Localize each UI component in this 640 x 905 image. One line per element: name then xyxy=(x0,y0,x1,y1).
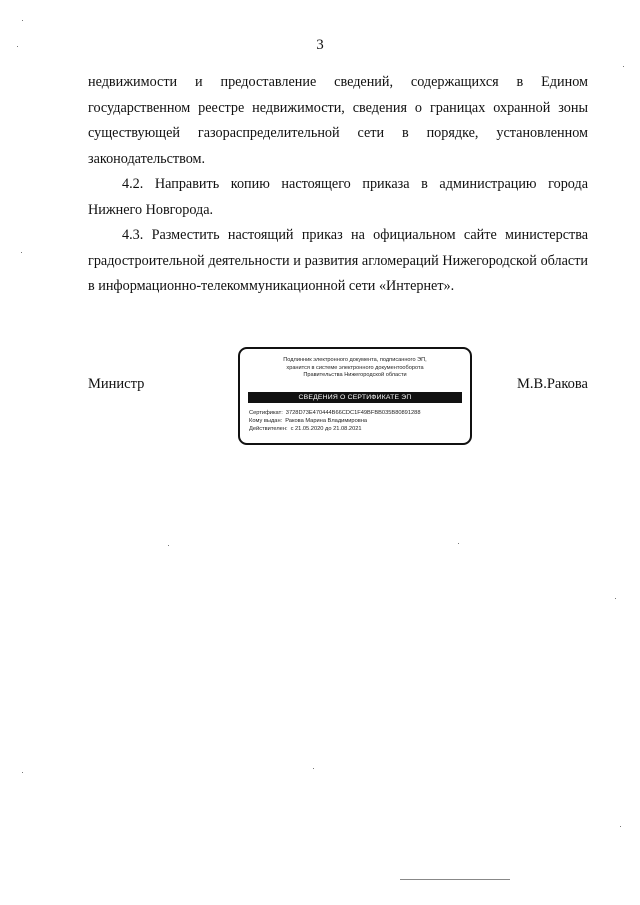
scan-speck xyxy=(620,826,621,827)
signatory-position: Министр xyxy=(88,376,145,392)
scan-speck xyxy=(22,20,23,21)
stamp-certificate-row xyxy=(249,409,464,417)
paragraph-4-3: 4.3. Разместить настоящий приказ на официальном сайте министерства градостроительной деятельности и развития агломераций Нижегородской области в информационно-телекоммуникационной сети «Интернет». xyxy=(88,227,588,294)
scan-speck xyxy=(623,66,624,67)
stamp-header-line: Подлинник электронного документа, подписанного ЭП, xyxy=(283,357,427,363)
page-number: 3 xyxy=(316,37,324,53)
scan-edge-line xyxy=(400,879,510,880)
paragraph-4-2: 4.2. Направить копию настоящего приказа в администрацию города Нижнего Новгорода. xyxy=(88,176,588,218)
scan-speck xyxy=(22,772,23,773)
certificate-value: 3728D73E470444B66CDC1F49BFBB035B80891288 xyxy=(285,410,421,416)
certificate-label: Сертификат: xyxy=(249,410,283,416)
signatory-name: М.В.Ракова xyxy=(517,376,588,392)
electronic-signature-stamp xyxy=(238,347,472,445)
stamp-header-line: Правительства Нижегородской области xyxy=(303,372,407,379)
scan-speck xyxy=(17,46,18,47)
scan-speck xyxy=(313,768,314,769)
scan-speck xyxy=(615,598,616,599)
paragraph-continuation: недвижимости и предоставление сведений, содержащихся в Едином государственном реестре недвижимости, сведения о границах охранной зоны существующей газораспределительной сети в порядке, установленном законодательством. xyxy=(88,74,588,167)
document-body xyxy=(88,70,588,300)
stamp-header xyxy=(246,357,464,380)
valid-label: Действителен: xyxy=(249,426,288,432)
stamp-header-line: хранится в системе электронного документооборота xyxy=(286,364,424,371)
scan-speck xyxy=(458,543,459,544)
stamp-issued-to-row xyxy=(249,417,464,425)
stamp-valid-row xyxy=(249,425,464,433)
stamp-title: СВЕДЕНИЯ О СЕРТИФИКАТЕ ЭП xyxy=(248,392,462,403)
scan-speck xyxy=(21,252,22,253)
scan-speck xyxy=(168,545,169,546)
valid-value: с 21.05.2020 до 21.08.2021 xyxy=(290,426,362,432)
issued-to-label: Кому выдан: xyxy=(249,418,283,424)
stamp-details xyxy=(249,409,464,433)
issued-to-value: Ракова Марина Владимировна xyxy=(285,418,368,424)
